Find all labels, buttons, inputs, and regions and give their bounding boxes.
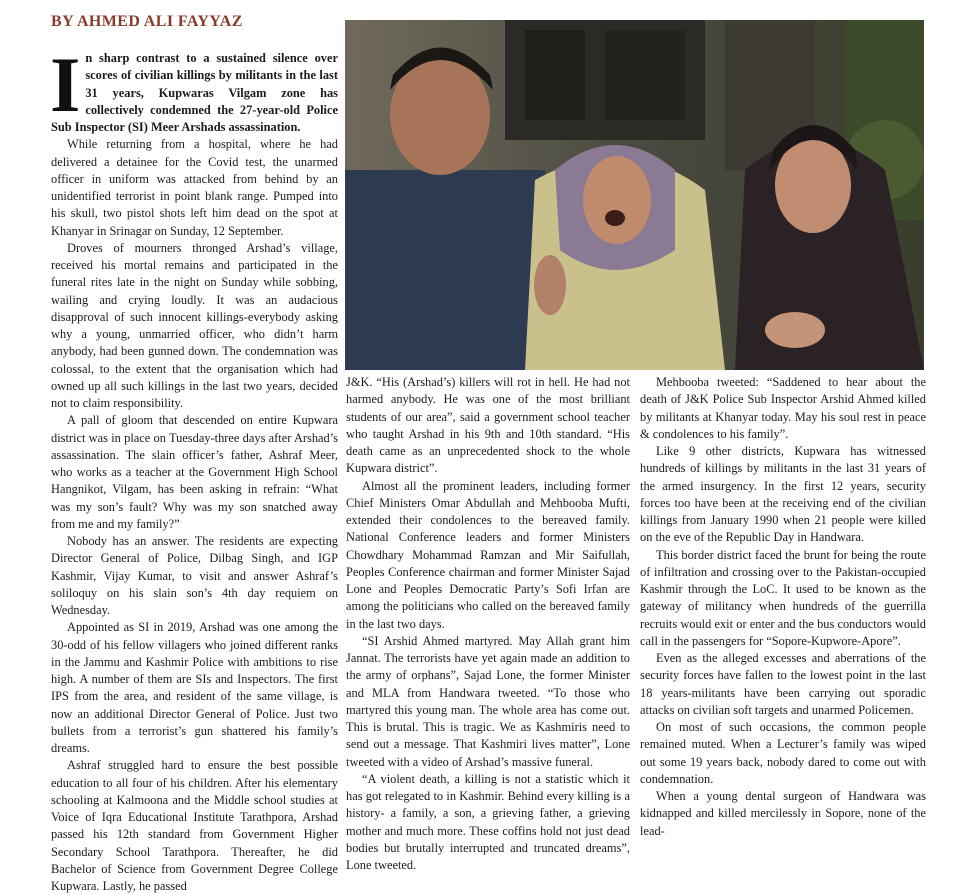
byline: BY AHMED ALI FAYYAZ: [51, 13, 243, 30]
paragraph: “A violent death, a killing is not a statistic which it has got relegated to in Kashmir. Behind every killing is a history- a family, a son, a grieving father, a grieving mother and much more. These coffins hold not just dead bodies but brutally interrupted and truncated dreams”, Lone tweeted.: [346, 771, 630, 872]
paragraph: “SI Arshid Ahmed martyred. May Allah grant him Jannat. The terrorists have yet again made an addition to the army of orphans”, Sajad Lone, the former Minister and MLA from Handwara tweeted. “To those who martyred this young man. The whole area has come out. This is brutal. This is tragic. We as Kashmiris need to send out a message. That Kashmiri lives matter”, Lone tweeted with a video of Arshad’s massive funeral.: [346, 633, 630, 769]
paragraph: Ashraf struggled hard to ensure the best possible education to all four of his children. After his elementary schooling at Kalmoona and the Middle school studies at Voice of Iqra Educational Institute Tarathpora, Arshad passed his 12th standard from Government Higher Secondary School Tarathpora. Thereafter, he did Bachelor of Science from Government Degree College Kupwara. Lastly, he passed: [51, 758, 338, 893]
paragraph: When a young dental surgeon of Handwara was kidnapped and killed mercilessly in Sopore, none of the lead-: [640, 789, 926, 838]
paragraph: While returning from a hospital, where he had delivered a detainee for the Covid test, the unarmed officer in uniform was attacked from behind by an unidentified terrorist in point blank range. Pumped into his skull, two pistol shots left him dead on the spot at Khanyar in Srinagar on Sunday, 12 September.: [51, 137, 338, 238]
article-column-1: [50, 41, 338, 895]
paragraph: On most of such occasions, the common people remained muted. When a Lecturer’s family was wiped out some 19 years back, nobody dared to come out with condemnation.: [640, 720, 926, 786]
paragraph: Droves of mourners thronged Arshad’s village, received his mortal remains and participated in the funeral rites late in the night on Sunday while sobbing, wailing and crying loudly. It was an audacious disapproval of such innocent killings-everybody asking why a young, unmarried officer, who didn’t harm anybody, had been gunned down. The condemnation was colossal, to the extent that the organisation which had owned up all such killings in the last two years, decided not to claim responsibility.: [51, 240, 338, 410]
paragraph: Like 9 other districts, Kupwara has witnessed hundreds of killings by militants in the last 31 years of the armed insurgency. In the first 12 years, security forces too have been at the receiving end of the civilian killings from January 1990 when 21 people were killed on the eve of the Republic Day in Handwara.: [640, 444, 926, 545]
drop-cap: I: [50, 41, 81, 128]
paragraph: This border district faced the brunt for being the route of infiltration and crossing over to the Pakistan-occupied Kashmir through the LoC. It used to be known as the gateway of militancy when hundreds of the guerrilla recruits would exit or enter and the bus conductors would call in the passengers for “Sopore-Kupwore-Apore”.: [640, 547, 926, 648]
paragraph: Almost all the prominent leaders, including former Chief Ministers Omar Abdullah and Mehbooba Mufti, extended their condolences to the bereaved family. National Conference leaders and former Ministers Chowdhary Mohammad Ramzan and Mir Saifullah, Peoples Conference chairman and former Minister Sajad Lone and Peoples Democratic Party’s Sofi Irfan are among the politicians who called on the bereaved family in the last two days.: [346, 478, 630, 631]
paragraph: Nobody has an answer. The residents are expecting Director General of Police, Dilbag Singh, and IGP Kashmir, Vijay Kumar, to visit and answer Ashraf’s soliloquy on his slain son’s 4th day requiem on Wednesday.: [51, 534, 338, 617]
article-column-3: [640, 374, 926, 840]
lede-text: n sharp contrast to a sustained silence over scores of civilian killings by militants in the last 31 years, Kupwaras Vilgam zone has collectively condemned the 27-year-old Police Sub Inspector (SI) Meer Arshads assassination.: [51, 51, 338, 134]
news-photo: [345, 20, 924, 370]
paragraph: Appointed as SI in 2019, Arshad was one among the 30-odd of his fellow villagers who joined different ranks in the Jammu and Kashmir Police with ambitions to rise high. A number of them are SIs and Inspectors. The first IPS from the area, and resident of the same village, is now an additional Director General of Police. Just two bullets from a terrorist’s gun shattered his family’s dreams.: [51, 620, 338, 755]
mourners-photo-illustration: [345, 20, 924, 370]
paragraph: Even as the alleged excesses and aberrations of the security forces have fallen to the lowest point in the last 18 years-militants have been carrying out sporadic attacks on civilian soft targets and unarmed Policemen.: [640, 651, 926, 717]
paragraph: A pall of gloom that descended on entire Kupwara district was in place on Tuesday-three days after Arshad’s assassination. The slain officer’s father, Ashraf Meer, who works as a teacher at the Government High School Hangnikot, Vilgam, has been asking in refrain: “What was my son’s fault? Why was my son snatched away from me and my family?”: [51, 413, 338, 531]
lede-paragraph: [50, 41, 338, 136]
paragraph: Mehbooba tweeted: “Saddened to hear about the death of J&K Police Sub Inspector Arshid Ahmed killed by militants at Khanyar today. May his soul rest in peace & condolences to his family”.: [640, 375, 926, 441]
article-column-2: [346, 374, 630, 874]
paragraph: J&K. “His (Arshad’s) killers will rot in hell. He had not harmed anybody. He was one of the most brilliant students of our area”, said a government school teacher who taught Arshad in his 9th and 10th standard. “His death came as an unprecedented shock to the whole Kupwara district”.: [346, 375, 630, 476]
